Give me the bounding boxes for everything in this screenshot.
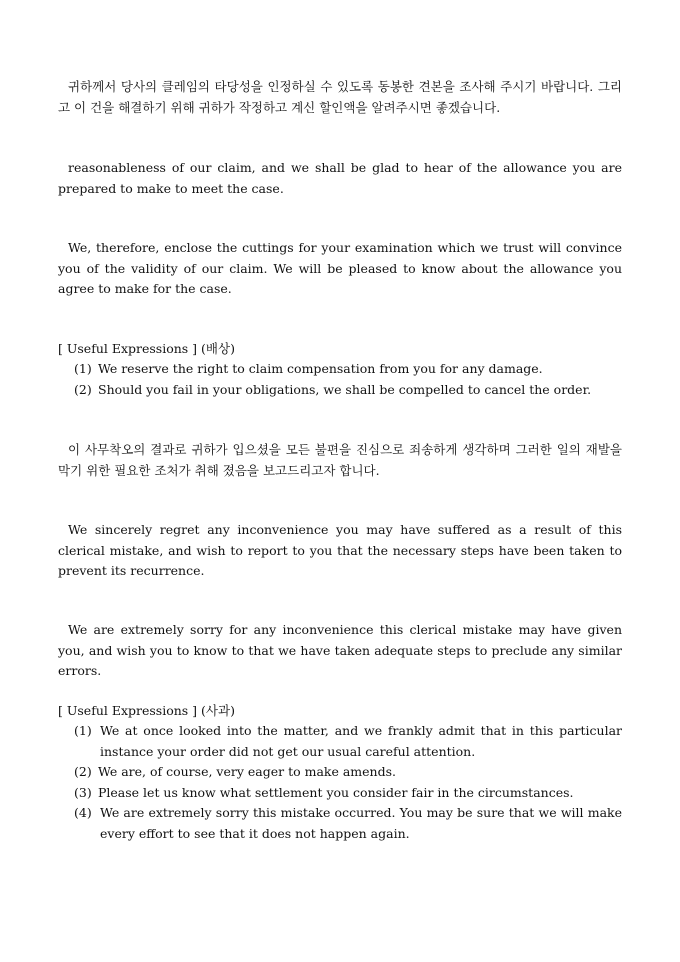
list-item — [58, 803, 622, 844]
list-item — [58, 762, 622, 783]
list-item — [58, 359, 622, 380]
section-heading-apology: [ Useful Expressions ] (사과) — [58, 703, 235, 718]
list-item-text: Should you fail in your obligations, we shall be compelled to cancel the order. — [98, 381, 592, 397]
list-item-number: (2) — [74, 764, 92, 779]
korean-apology-paragraph: 이 사무착오의 결과로 귀하가 입으셨을 모든 불편을 진심으로 죄송하게 생각하며 그러한 일의 재발을 막기 위한 필요한 조처가 취해 졌음을 보고드리고자 합니다. — [58, 442, 622, 478]
apology-expressions-list — [58, 721, 622, 844]
compensation-expressions-list — [58, 359, 622, 400]
list-item-text: We are extremely sorry this mistake occurred. You may be sure that we will make every effort to see that it does not happen again. — [100, 805, 622, 841]
list-item-number: (1) — [74, 361, 92, 376]
list-item-text: We reserve the right to claim compensation from you for any damage. — [98, 361, 543, 376]
section-heading-compensation: [ Useful Expressions ] (배상) — [58, 341, 235, 356]
apology-paragraph-english-2: We are extremely sorry for any inconvenience this clerical mistake may have given you, and wish you to know to that we have taken adequate steps to preclude any similar errors. — [58, 622, 622, 678]
list-item — [58, 783, 622, 804]
list-item-number: (2) — [74, 381, 92, 397]
list-item-text: Please let us know what settlement you consider fair in the circumstances. — [98, 784, 574, 800]
list-item-number: (4) — [74, 805, 92, 820]
apology-paragraph-english-1: We sincerely regret any inconvenience you may have suffered as a result of this clerical mistake, and wish to report to you that the necessary steps have been taken to prevent its recurrence. — [58, 522, 622, 578]
list-item-number: (1) — [74, 723, 92, 738]
list-item-text: We at once looked into the matter, and we frankly admit that in this particular instance your order did not get our usual careful attention. — [100, 723, 622, 759]
list-item — [58, 380, 622, 401]
list-item-number: (3) — [74, 784, 92, 800]
claim-paragraph-english-2: We, therefore, enclose the cuttings for your examination which we trust will convince you of the validity of our claim. We will be pleased to know about the allowance you agree to make for the case. — [58, 240, 622, 296]
korean-claim-paragraph: 귀하께서 당사의 클레임의 타당성을 인정하실 수 있도록 동봉한 견본을 조사해 주시기 바랍니다. 그리고 이 건을 해결하기 위해 귀하가 작정하고 계신 할인액을 알려주시면 좋겠습니다. — [58, 79, 622, 115]
claim-paragraph-english-1: reasonableness of our claim, and we shall be glad to hear of the allowance you are prepared to make to meet the case. — [58, 160, 622, 196]
list-item-text: We are, of course, very eager to make amends. — [98, 764, 396, 779]
list-item — [58, 721, 622, 762]
